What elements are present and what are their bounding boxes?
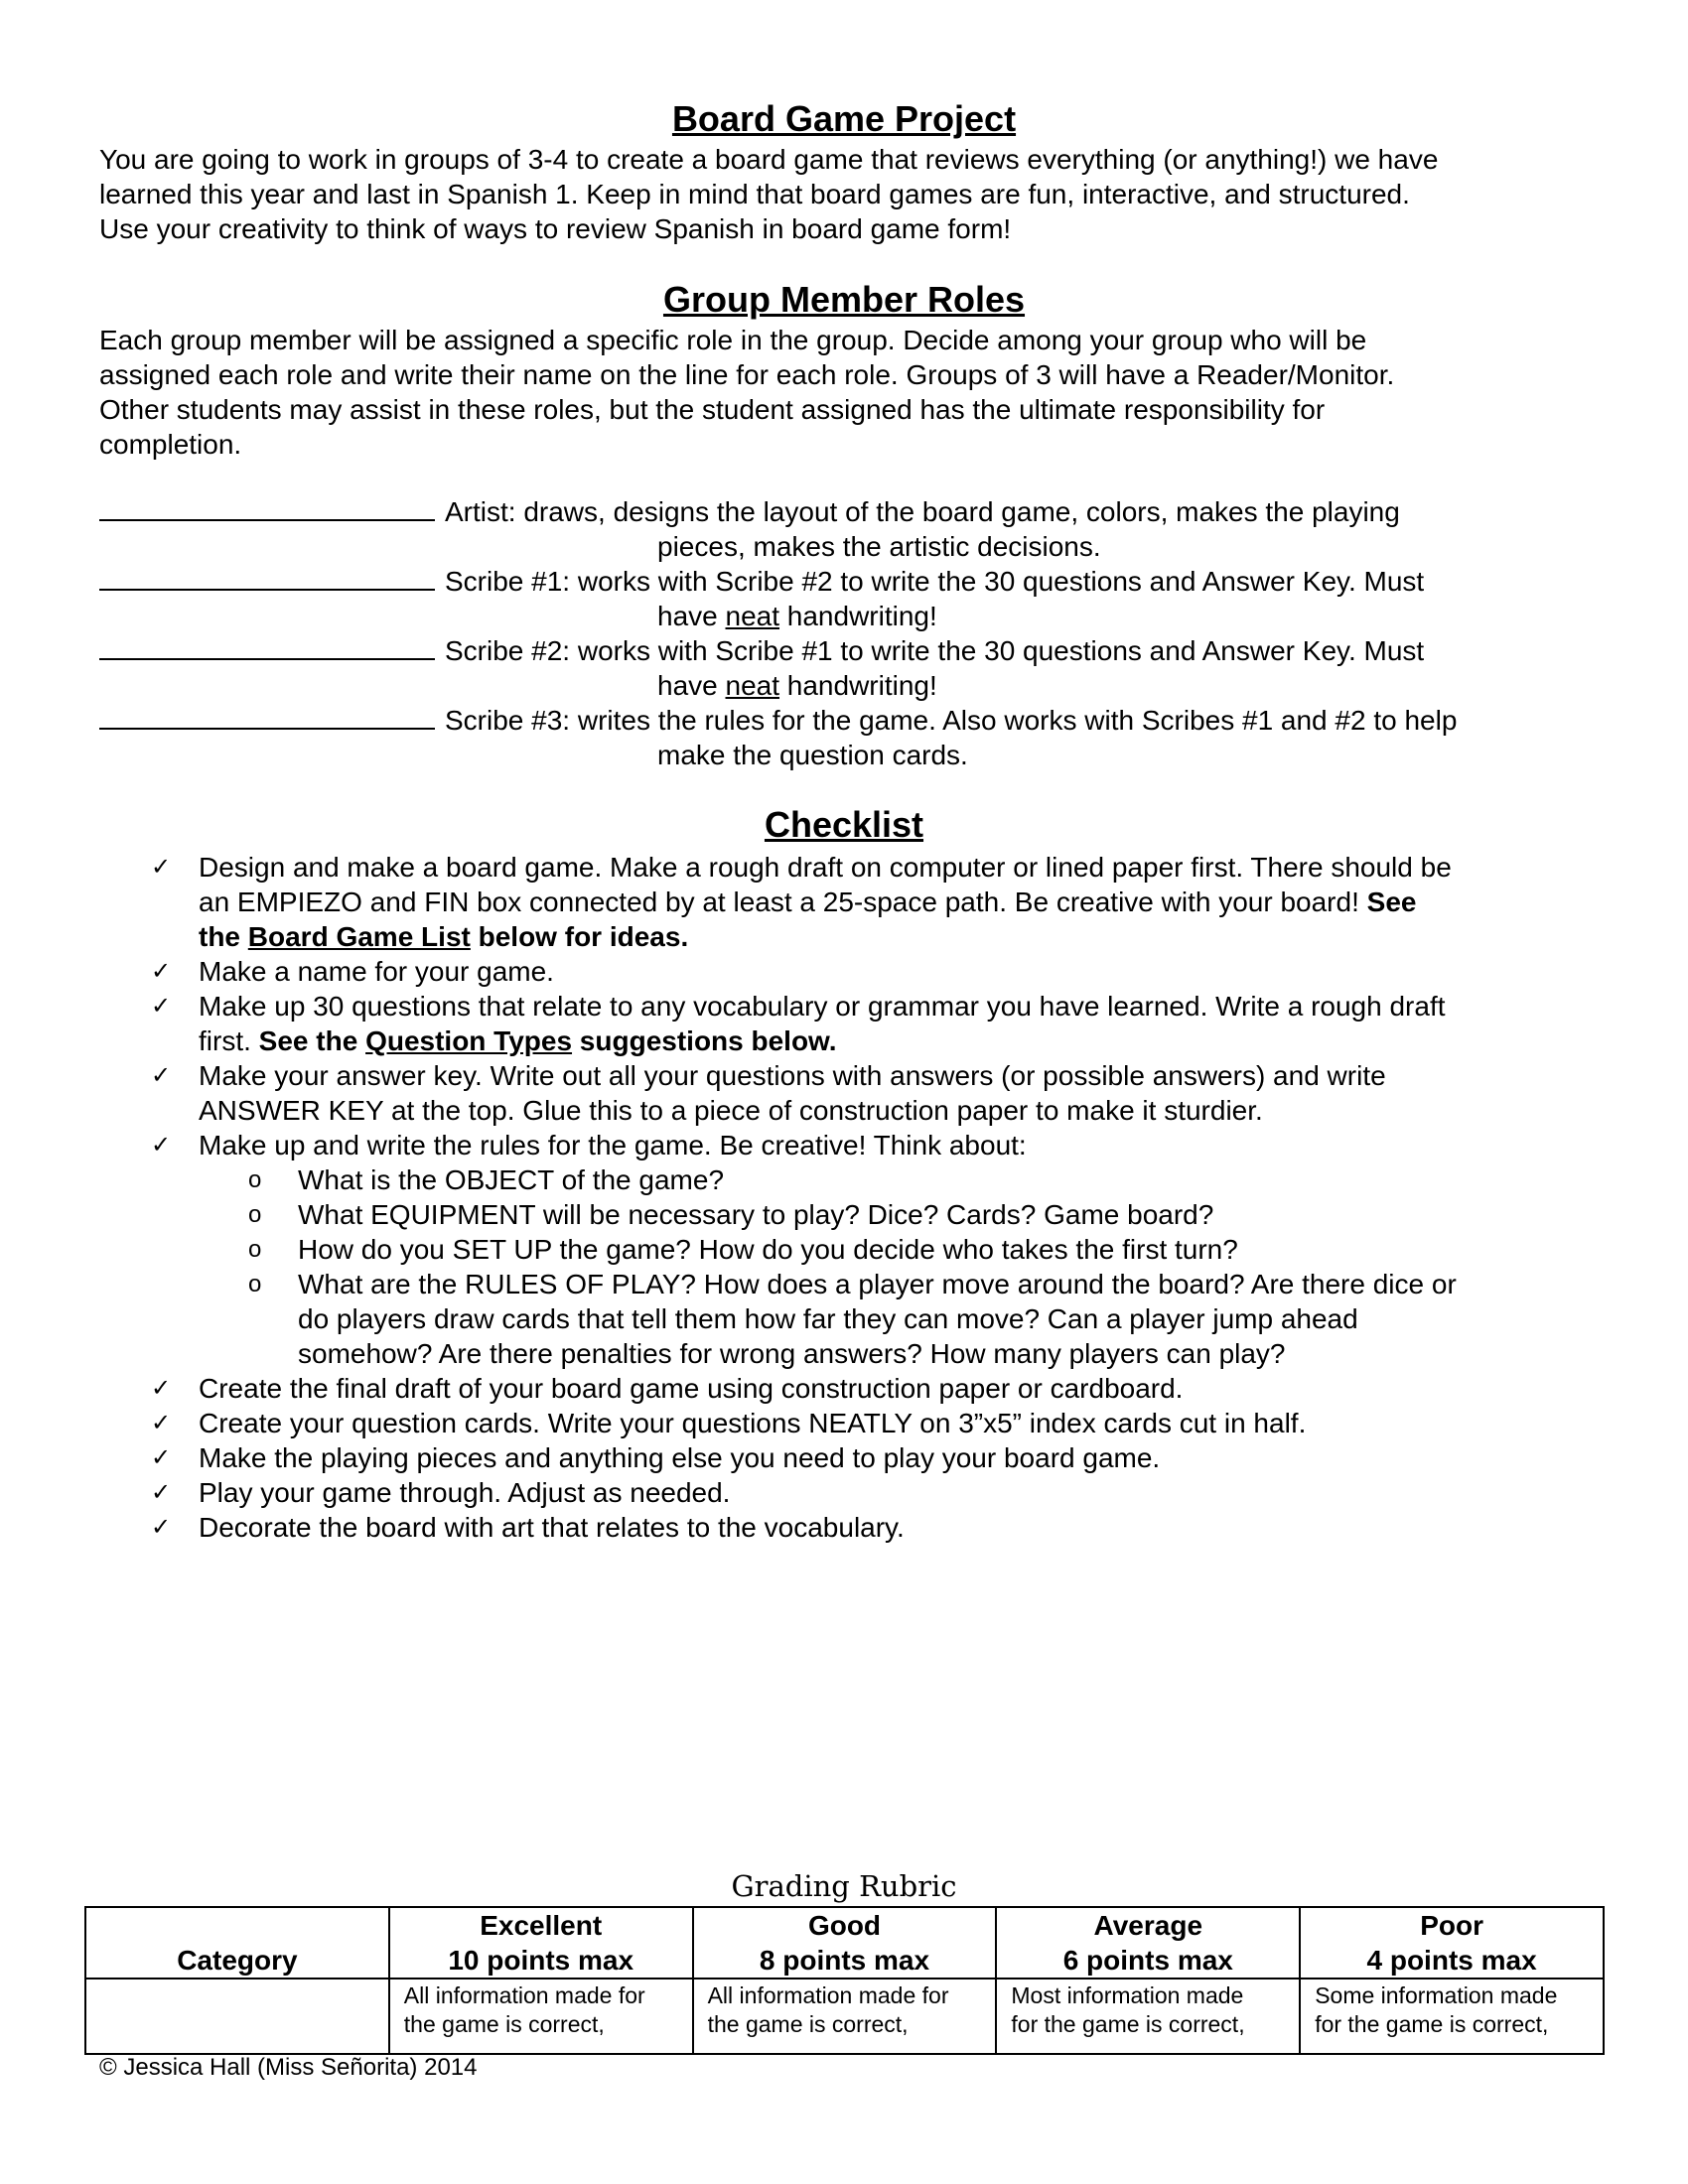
checklist-item — [151, 1128, 1609, 1162]
item-text: Make up 30 questions that relate to any vocabulary or grammar you have learned. Write a rough draft — [199, 991, 1446, 1022]
checklist-subitem — [248, 1232, 1609, 1267]
item-bold-text: below for ideas. — [470, 921, 689, 952]
rubric-header-poor: Poor 4 points max — [1300, 1907, 1604, 1979]
item-text: an EMPIEZO and FIN box connected by at least a 25-space path. Be creative with your board! — [199, 887, 1367, 917]
roles-line: assigned each role and write their name on the line for each role. Groups of 3 will have a Reader/Monitor. — [99, 359, 1395, 390]
rubric-cell-good: All information made for the game is correct, — [693, 1979, 997, 2054]
question-types-ref: Question Types — [365, 1025, 573, 1056]
checklist-subitem — [248, 1267, 1609, 1371]
role-description: Scribe #3: writes the rules for the game. Also works with Scribes #1 and #2 to help — [445, 705, 1458, 736]
bullet-icon: o — [248, 1166, 262, 1193]
subitem-text: What is the OBJECT of the game? — [298, 1164, 725, 1195]
intro-line: learned this year and last in Spanish 1. Keep in mind that board games are fun, interactive, and structured. — [99, 179, 1410, 209]
checkmark-icon: ✓ — [151, 1513, 172, 1541]
role-text: have — [657, 601, 726, 631]
board-game-list-ref: Board Game List — [247, 921, 471, 952]
subitem-text: do players draw cards that tell them how far they can move? Can a player jump ahead — [298, 1303, 1358, 1334]
rubric-title: Grading Rubric — [731, 1869, 957, 1903]
name-blank-line[interactable] — [99, 702, 435, 730]
checkmark-icon: ✓ — [151, 1478, 172, 1506]
role-description-cont: make the question cards. — [657, 740, 968, 770]
checklist-item — [151, 1371, 1609, 1406]
item-text: Make the playing pieces and anything else you need to play your board game. — [199, 1442, 1161, 1473]
checklist-item — [151, 989, 1609, 1058]
roles-paragraph — [99, 323, 1589, 462]
bullet-icon: o — [248, 1271, 262, 1297]
subitem-text: How do you SET UP the game? How do you decide who takes the first turn? — [298, 1234, 1238, 1265]
role-text: handwriting! — [779, 670, 937, 701]
roles-heading: Group Member Roles — [662, 279, 1026, 320]
checkmark-icon: ✓ — [151, 1131, 172, 1159]
role-scribe-1 — [99, 563, 1609, 633]
rubric-cell-average: Most information made for the game is correct, — [996, 1979, 1300, 2054]
role-scribe-2 — [99, 632, 1609, 703]
page-title: Board Game Project — [671, 98, 1017, 139]
checklist-item — [151, 1058, 1609, 1128]
item-text: Make a name for your game. — [199, 956, 554, 987]
checklist-item — [151, 1475, 1609, 1510]
intro-line: You are going to work in groups of 3-4 to create a board game that reviews everything (or anything!) we have — [99, 144, 1439, 175]
item-bold-text: suggestions below. — [572, 1025, 837, 1056]
checklist-subitem — [248, 1162, 1609, 1197]
underlined-word: neat — [725, 670, 779, 701]
rubric-header-category: Category — [85, 1907, 389, 1979]
checklist-subitem — [248, 1197, 1609, 1232]
rubric-header-row — [85, 1907, 1604, 1979]
intro-line: Use your creativity to think of ways to review Spanish in board game form! — [99, 213, 1012, 244]
item-text: Make up and write the rules for the game. Be creative! Think about: — [199, 1130, 1027, 1160]
checkmark-icon: ✓ — [151, 1409, 172, 1436]
rubric-header-average: Average 6 points max — [996, 1907, 1300, 1979]
subitem-text: somehow? Are there penalties for wrong answers? How many players can play? — [298, 1338, 1286, 1369]
checkmark-icon: ✓ — [151, 1061, 172, 1089]
rubric-cell-excellent: All information made for the game is correct, — [389, 1979, 693, 2054]
checklist-item — [151, 1510, 1609, 1545]
roles-line: Each group member will be assigned a specific role in the group. Decide among your group who will be — [99, 325, 1367, 355]
rubric-cell-poor: Some information made for the game is correct, — [1300, 1979, 1604, 2054]
item-bold-text: See the — [258, 1025, 366, 1056]
subitem-text: What EQUIPMENT will be necessary to play? Dice? Cards? Game board? — [298, 1199, 1214, 1230]
checklist-heading: Checklist — [764, 804, 924, 845]
name-blank-line[interactable] — [99, 563, 435, 591]
name-blank-line[interactable] — [99, 493, 435, 521]
checklist-item — [151, 954, 1609, 989]
roles-line: Other students may assist in these roles, but the student assigned has the ultimate responsibility for — [99, 394, 1326, 425]
item-bold-text: the — [199, 921, 248, 952]
role-description: Artist: draws, designs the layout of the board game, colors, makes the playing — [445, 496, 1400, 527]
checkmark-icon: ✓ — [151, 957, 172, 985]
rubric-header-good: Good 8 points max — [693, 1907, 997, 1979]
item-text: Decorate the board with art that relates to the vocabulary. — [199, 1512, 905, 1543]
underlined-word: neat — [725, 601, 779, 631]
checkmark-icon: ✓ — [151, 992, 172, 1020]
role-text: have — [657, 670, 726, 701]
checklist-item — [151, 1440, 1609, 1475]
checkmark-icon: ✓ — [151, 853, 172, 881]
checkmark-icon: ✓ — [151, 1374, 172, 1402]
rubric-cell-category — [85, 1979, 389, 2054]
intro-paragraph — [99, 142, 1589, 246]
name-blank-line[interactable] — [99, 632, 435, 660]
checkmark-icon: ✓ — [151, 1443, 172, 1471]
item-text: Create the final draft of your board game using construction paper or cardboard. — [199, 1373, 1184, 1404]
bullet-icon: o — [248, 1201, 262, 1228]
grading-rubric-table — [84, 1906, 1605, 2055]
bullet-icon: o — [248, 1236, 262, 1263]
role-scribe-3 — [99, 702, 1609, 772]
item-text: Make your answer key. Write out all your questions with answers (or possible answers) and write — [199, 1060, 1386, 1091]
role-artist — [99, 493, 1609, 564]
subitem-text: What are the RULES OF PLAY? How does a player move around the board? Are there dice or — [298, 1269, 1457, 1299]
checklist-item — [151, 1406, 1609, 1440]
item-text: Design and make a board game. Make a rough draft on computer or lined paper first. There should be — [199, 852, 1452, 883]
role-text: handwriting! — [779, 601, 937, 631]
item-text: Play your game through. Adjust as needed. — [199, 1477, 731, 1508]
roles-line: completion. — [99, 429, 242, 460]
item-text: ANSWER KEY at the top. Glue this to a piece of construction paper to make it sturdier. — [199, 1095, 1263, 1126]
copyright-footer: © Jessica Hall (Miss Señorita) 2014 — [99, 2054, 478, 2081]
item-text: first. — [199, 1025, 259, 1056]
role-description: Scribe #2: works with Scribe #1 to write the 30 questions and Answer Key. Must — [445, 635, 1425, 666]
item-bold-text: See — [1366, 887, 1417, 917]
rubric-row — [85, 1979, 1604, 2054]
role-description-cont: pieces, makes the artistic decisions. — [657, 531, 1101, 562]
role-description: Scribe #1: works with Scribe #2 to write the 30 questions and Answer Key. Must — [445, 566, 1425, 597]
rubric-header-excellent: Excellent 10 points max — [389, 1907, 693, 1979]
checklist-item — [151, 850, 1609, 954]
item-text: Create your question cards. Write your questions NEATLY on 3”x5” index cards cut in half. — [199, 1408, 1307, 1438]
